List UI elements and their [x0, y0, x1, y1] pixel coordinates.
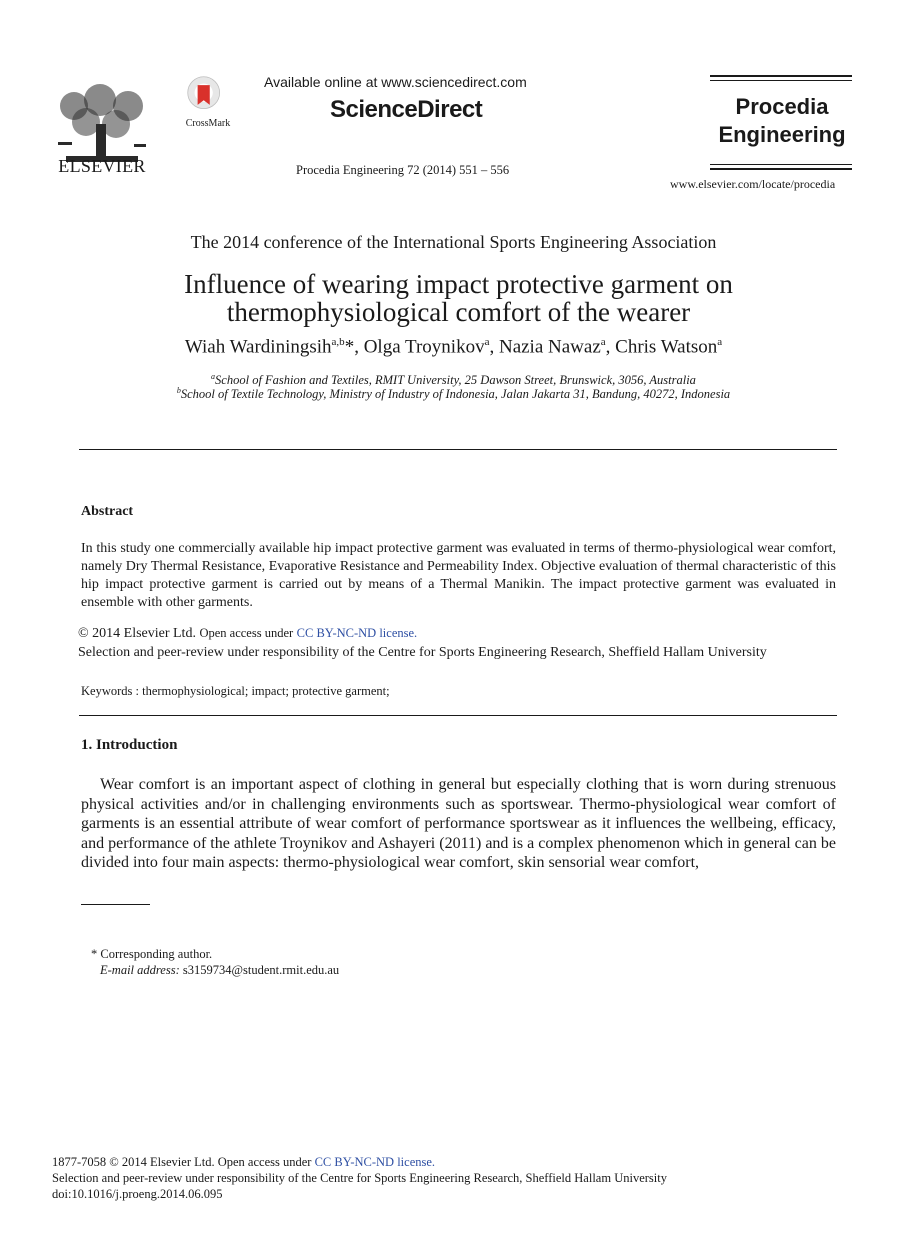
keywords: Keywords : thermophysiological; impact; protective garment; — [81, 684, 390, 698]
peer-review: Selection and peer-review under responsibility of the Centre for Sports Engineering Research, Sheffield Hallam University — [78, 645, 767, 660]
doi[interactable]: doi:10.1016/j.proeng.2014.06.095 — [52, 1187, 223, 1201]
author-affil-sup: a — [717, 336, 723, 348]
title-line2: thermophysiological comfort of the wearer — [226, 297, 691, 327]
corresponding-author: * Corresponding author. — [91, 947, 213, 961]
author-affil-sup: a — [484, 336, 490, 348]
affiliation-b — [0, 386, 907, 402]
author-name: Olga Troynikov — [363, 336, 485, 358]
section-body: Wear comfort is an important aspect of clothing in general but especially clothing that is worn during strenuous physical activities and/or in challenging environments such as sportswear. Thermo-physiological wear comfort of garments is an essential attribute of wear comfort of performance sportswear as it influences the wellbeing, efficacy, and performance of the athlete Troynikov and Ashayeri (2011) and is a complex phenomenon which in general can be divided into four main aspects: thermo-physiological wear comfort, skin sensorial wear comfort, — [81, 776, 836, 871]
affil-text: School of Textile Technology, Ministry of Industry of Indonesia, Jalan Jakarta 31, Bandung, 40272, Indonesia — [180, 387, 731, 402]
affil-text: School of Fashion and Textiles, RMIT University, 25 Dawson Street, Brunswick, 3056, Australia — [215, 373, 696, 388]
divider — [710, 75, 852, 77]
copyright: © 2014 Elsevier Ltd. — [78, 626, 196, 641]
footer-peer-review: Selection and peer-review under responsibility of the Centre for Sports Engineering Research, Sheffield Hallam University — [52, 1171, 667, 1185]
email-address[interactable]: s3159734@student.rmit.edu.au — [182, 963, 340, 977]
issn-line — [52, 1155, 435, 1170]
conference-name: The 2014 conference of the International Sports Engineering Association — [190, 232, 717, 252]
license-link[interactable]: CC BY-NC-ND license. — [296, 626, 418, 640]
available-online: Available online at www.sciencedirect.com — [264, 74, 527, 90]
section-heading: 1. Introduction — [81, 737, 178, 753]
sciencedirect-logo: ScienceDirect — [330, 96, 483, 123]
author-affil-sup: a,b — [331, 336, 345, 348]
journal-name-line1: Procedia — [735, 94, 829, 119]
title-line1: Influence of wearing impact protective garment on — [184, 269, 733, 299]
issn-text: 1877-7058 © 2014 Elsevier Ltd. Open access under — [52, 1155, 312, 1169]
divider — [79, 449, 837, 450]
author-sep: , — [605, 336, 616, 358]
journal-name-line2: Engineering — [718, 122, 846, 147]
affil-sup: a — [211, 372, 216, 381]
abstract-body: In this study one commercially available hip impact protective garment was evaluated in terms of thermo-physiological wear comfort, namely Dry Thermal Resistance, Evaporative Resistance and Permeability Index. Objective evaluation of thermal characteristic of this hip impact protective garment is carried out by means of a Thermal Manikin. The impact protective garment was evaluated in ensemble with other garments. — [81, 541, 836, 610]
email-line — [100, 963, 339, 978]
author-name: Chris Watson — [615, 336, 718, 358]
paper-title — [80, 270, 837, 326]
corresponding-mark: * — [344, 336, 355, 358]
author-sep: , — [489, 336, 499, 358]
affil-sup: b — [176, 386, 181, 395]
abstract-heading: Abstract — [81, 504, 134, 519]
footer-license-link[interactable]: CC BY-NC-ND license. — [314, 1155, 436, 1169]
author-affil-sup: a — [600, 336, 606, 348]
open-access-label: Open access under — [199, 626, 294, 640]
divider — [710, 164, 852, 165]
crossmark-icon[interactable] — [187, 76, 231, 120]
divider — [710, 80, 852, 81]
divider — [79, 715, 837, 716]
publisher-name: ELSEVIER — [58, 156, 146, 176]
journal-name — [712, 93, 852, 149]
journal-url[interactable]: www.elsevier.com/locate/procedia — [670, 177, 836, 191]
author-name: Wiah Wardiningsih — [184, 336, 332, 358]
journal-reference: Procedia Engineering 72 (2014) 551 – 556 — [296, 163, 510, 177]
copyright-line — [78, 626, 417, 642]
author-sep: , — [354, 336, 364, 358]
footnote-rule — [81, 904, 150, 905]
email-label: E-mail address: — [100, 963, 180, 977]
crossmark-label[interactable]: CrossMark — [185, 118, 231, 129]
author-list — [0, 336, 907, 358]
divider — [710, 168, 852, 170]
author-name: Nazia Nawaz — [498, 336, 601, 358]
